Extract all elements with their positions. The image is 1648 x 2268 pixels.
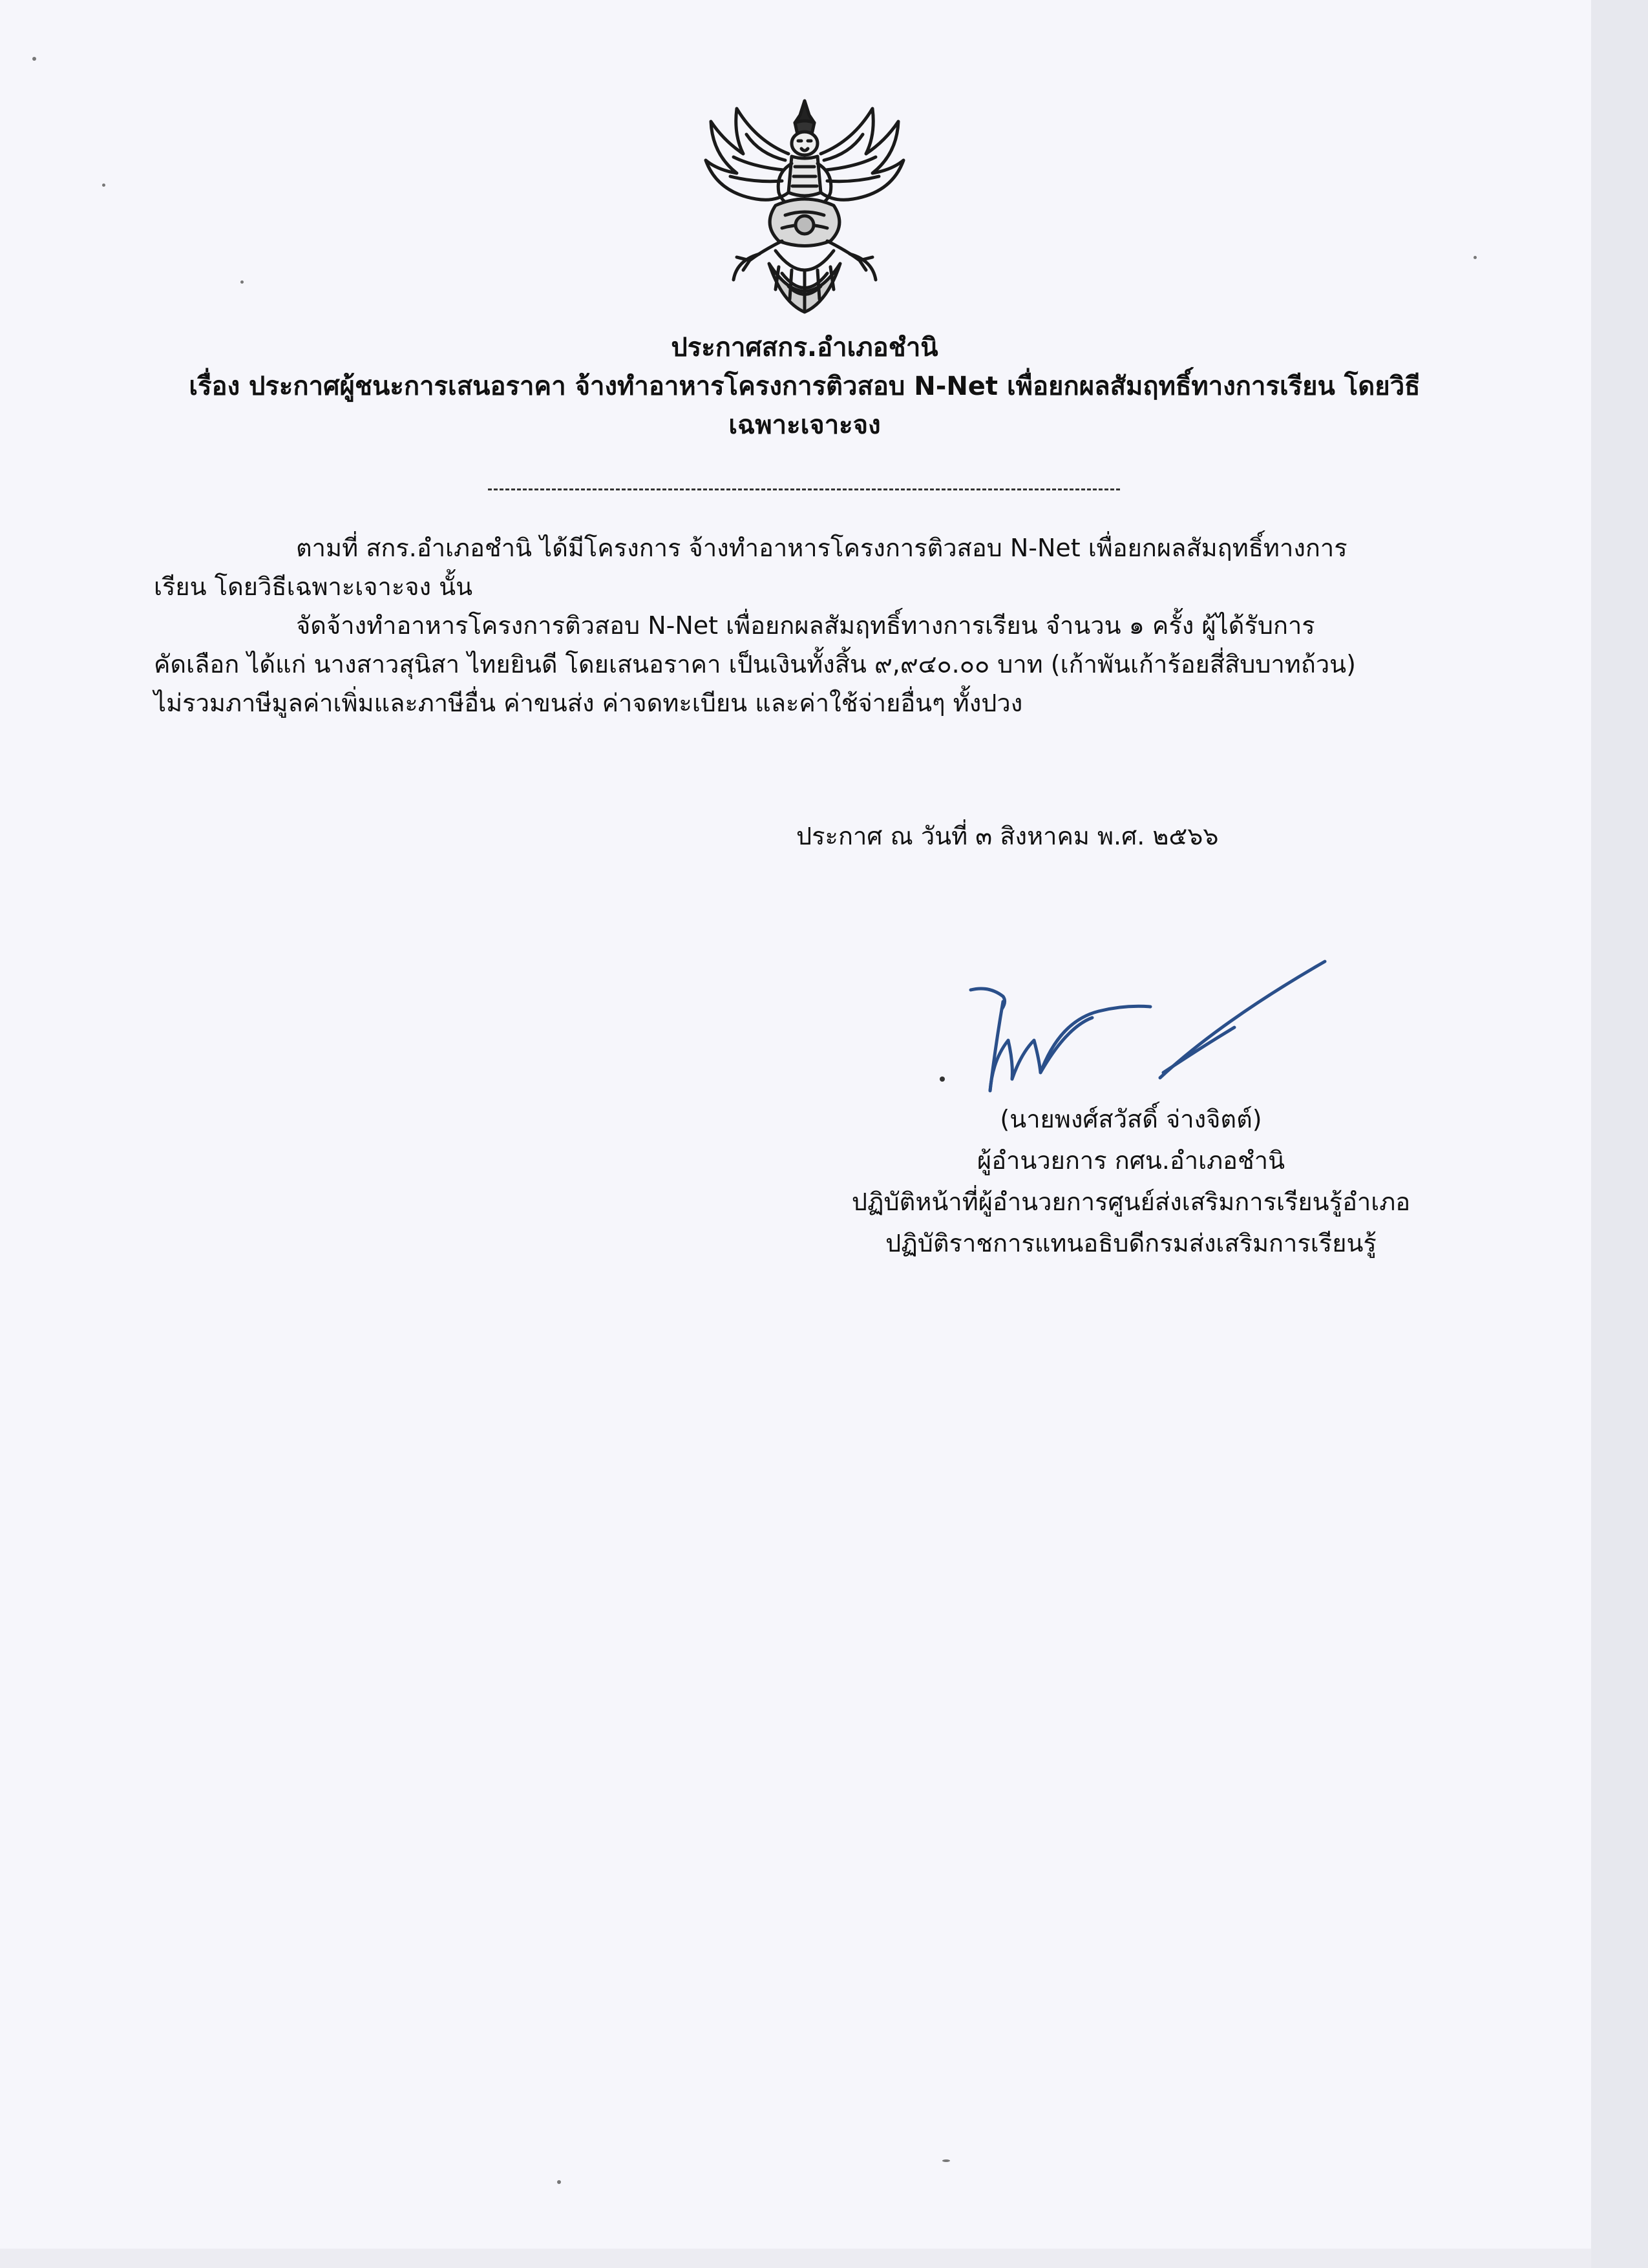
paragraph-2-line-1: จัดจ้างทำอาหารโครงการติวสอบ N-Net เพื่อยกผลสัมฤทธิ์ทางการเรียน จำนวน ๑ ครั้ง ผู้ได้รับการ <box>296 611 1315 640</box>
garuda-emblem-icon <box>698 96 911 322</box>
scan-speck <box>942 2159 950 2162</box>
scan-speck <box>557 2180 561 2184</box>
paragraph-2-line-2: คัดเลือก ได้แก่ นางสาวสุนิสา ไทยยินดี โดยเสนอราคา เป็นเงินทั้งสิ้น ๙,๙๔๐.๐๐ บาท (เก้าพันเก้าร้อยสี่สิบบาทถ้วน) <box>154 650 1356 678</box>
paragraph-1-line-2: เรียน โดยวิธีเฉพาะเจาะจง นั้น <box>154 572 473 601</box>
scan-edge-bottom <box>0 2249 1591 2268</box>
signer-name: (นายพงศ์สวัสดิ์ จ่างจิตต์) <box>1000 1105 1262 1133</box>
scan-speck <box>240 280 244 284</box>
paragraph-2-line-3: ไม่รวมภาษีมูลค่าเพิ่มและภาษีอื่น ค่าขนส่ง ค่าจดทะเบียน และค่าใช้จ่ายอื่นๆ ทั้งปวง <box>154 689 1023 717</box>
scan-edge-right <box>1591 0 1648 2268</box>
handwritten-signature <box>931 950 1351 1111</box>
scan-speck <box>32 57 36 61</box>
header-title: ประกาศสกร.อำเภอชำนิ <box>671 333 938 362</box>
document-body <box>154 529 1485 722</box>
document-header <box>129 328 1480 445</box>
announcement-date: ประกาศ ณ วันที่ ๓ สิงหาคม พ.ศ. ๒๕๖๖ <box>796 822 1219 850</box>
scan-speck <box>1474 256 1477 259</box>
signer-position-3: ปฏิบัติราชการแทนอธิบดีกรมส่งเสริมการเรียนรู้ <box>885 1229 1377 1257</box>
paragraph-1-line-1: ตามที่ สกร.อำเภอชำนิ ได้มีโครงการ จ้างทำอาหารโครงการติวสอบ N-Net เพื่อยกผลสัมฤทธิ์ทางการ <box>296 534 1347 562</box>
header-subject-continued: เฉพาะเจาะจง <box>728 410 881 440</box>
header-subject: เรื่อง ประกาศผู้ชนะการเสนอราคา จ้างทำอาหารโครงการติวสอบ N-Net เพื่อยกผลสัมฤทธิ์ทางการเรียน โดยวิธี <box>189 372 1421 401</box>
signer-position-2: ปฏิบัติหน้าที่ผู้อำนวยการศูนย์ส่งเสริมการเรียนรู้อำเภอ <box>851 1188 1411 1216</box>
signer-block <box>776 1098 1486 1264</box>
scan-speck <box>102 184 105 187</box>
signer-position-1: ผู้อำนวยการ กศน.อำเภอชำนิ <box>977 1146 1285 1175</box>
header-divider <box>488 488 1120 490</box>
